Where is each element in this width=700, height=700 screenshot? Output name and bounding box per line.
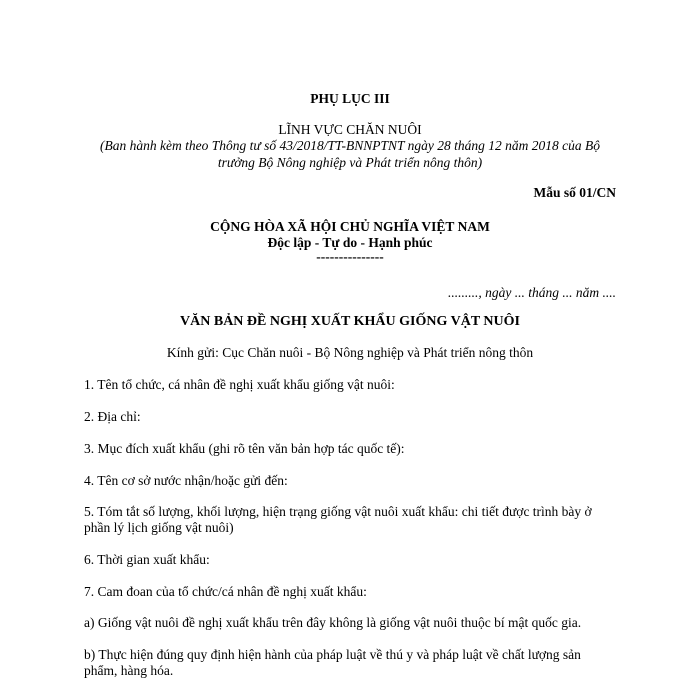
appendix-field: LĨNH VỰC CHĂN NUÔI [278,122,422,137]
item-5-line-1: 5. Tóm tắt số lượng, khối lượng, hiện trạng giống vật nuôi xuất khẩu: chi tiết được trình bày ở [84,504,592,519]
item-6: 6. Thời gian xuất khẩu: [84,552,210,567]
form-number: Mẫu số 01/CN [533,185,616,200]
appendix-title: PHỤ LỤC III [310,91,390,106]
item-7a: a) Giống vật nuôi đề nghị xuất khẩu trên đây không là giống vật nuôi thuộc bí mật quốc gia. [84,615,582,630]
date-line: ........., ngày ... tháng ... năm .... [448,285,616,300]
item-3: 3. Mục đích xuất khẩu (ghi rõ tên văn bản hợp tác quốc tế): [84,441,405,456]
item-7: 7. Cam đoan của tổ chức/cá nhân đề nghị xuất khẩu: [84,584,367,599]
national-header-divider: --------------- [316,249,384,264]
item-2: 2. Địa chỉ: [84,409,141,424]
national-header-country: CỘNG HÒA XÃ HỘI CHỦ NGHĨA VIỆT NAM [210,219,490,234]
recipient-line: Kính gửi: Cục Chăn nuôi - Bộ Nông nghiệp và Phát triển nông thôn [166,345,534,360]
issuance-note-line-1: (Ban hành kèm theo Thông tư số 43/2018/TT-BNNPTNT ngày 28 tháng 12 năm 2018 của Bộ [100,138,600,153]
item-1: 1. Tên tổ chức, cá nhân đề nghị xuất khẩu giống vật nuôi: [84,377,395,392]
item-7b-line-2: phẩm, hàng hóa. [84,663,174,678]
item-5-line-2: phần lý lịch giống vật nuôi) [84,520,234,535]
issuance-note-line-2: trưởng Bộ Nông nghiệp và Phát triển nông thôn) [217,155,483,170]
item-7b-line-1: b) Thực hiện đúng quy định hiện hành của pháp luật về thú y và pháp luật về chất lượng sản [84,647,581,662]
document-title: VĂN BẢN ĐỀ NGHỊ XUẤT KHẨU GIỐNG VẬT NUÔI [180,314,520,329]
national-header-motto: Độc lập - Tự do - Hạnh phúc [267,235,433,250]
item-4: 4. Tên cơ sở nước nhận/hoặc gửi đến: [84,473,288,488]
